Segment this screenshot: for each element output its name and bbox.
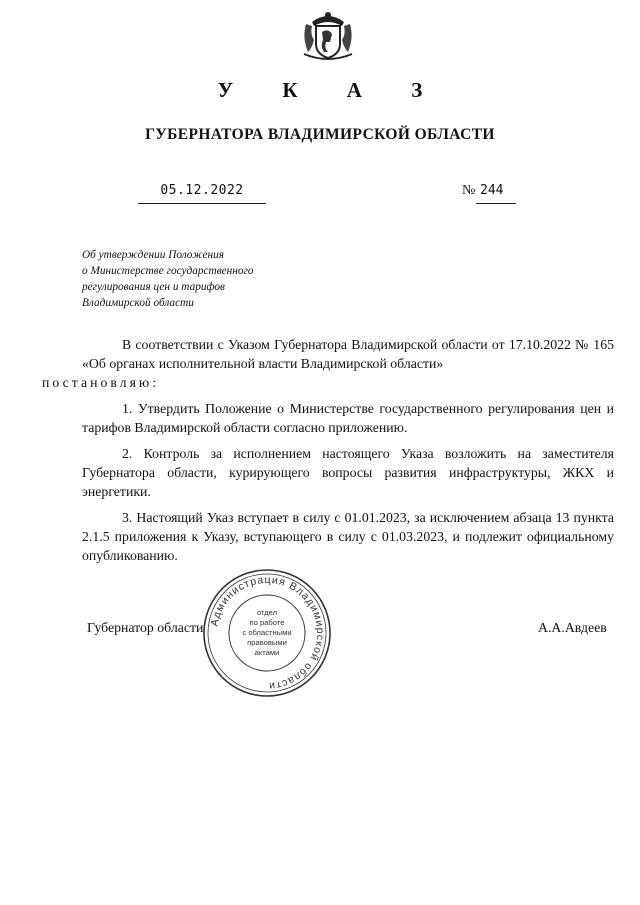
stamp-ring-text: Администрация Владимирской области: [208, 573, 327, 693]
signature-position: Губернатор области: [87, 620, 204, 635]
date-underline: [138, 203, 266, 204]
decree-body: [42, 335, 614, 572]
number-underline: [476, 203, 516, 204]
decree-number: 244: [480, 183, 504, 198]
stamp-center-line: с областными: [242, 628, 292, 637]
resolve-word: постановляю:: [42, 375, 160, 390]
signature-name: А.А.Авдеев: [538, 620, 607, 635]
stamp-center-line: правовыми: [247, 638, 287, 647]
decree-date: 05.12.2022: [160, 183, 244, 198]
document-subtitle: ГУБЕРНАТОРА ВЛАДИМИРСКОЙ ОБЛАСТИ: [145, 126, 495, 143]
decree-subject: [82, 247, 322, 311]
stamp-center-line: отдел: [256, 608, 278, 617]
stamp-center-line: актами: [254, 648, 280, 657]
subject-line: Об утверждении Положения: [82, 249, 225, 261]
preamble-text: В соответствии с Указом Губернатора Владимирской области от 17.10.2022 № 165 «Об органах исполнительной власти Владимирской области»: [82, 337, 614, 371]
subject-line: Владимирской области: [82, 297, 194, 309]
subject-line: регулирования цен и тарифов: [82, 281, 225, 293]
stamp-center-line: по работе: [249, 618, 285, 627]
preamble-paragraph: [42, 335, 614, 392]
item-paragraph: 3. Настоящий Указ вступает в силу с 01.01.2023, за исключением абзаца 13 пункта 2.1.5 приложения к Указу, вступающего в силу с 01.03.2023, и подлежит официальному опубликованию.: [82, 510, 614, 563]
number-sign: №: [462, 183, 476, 198]
item-paragraph: 2. Контроль за исполнением настоящего Указа возложить на заместителя Губернатора области, курирующего вопросы развития инфраструктуры, ЖКХ и энергетики.: [82, 446, 614, 499]
round-stamp: [200, 566, 334, 700]
coat-of-arms-icon: [298, 8, 358, 62]
item-paragraph: 1. Утвердить Положение о Министерстве государственного регулирования цен и тарифов Владимирской области согласно приложению.: [82, 401, 614, 435]
subject-line: о Министерстве государственного: [82, 265, 254, 277]
document-title: У К А З: [217, 78, 445, 102]
